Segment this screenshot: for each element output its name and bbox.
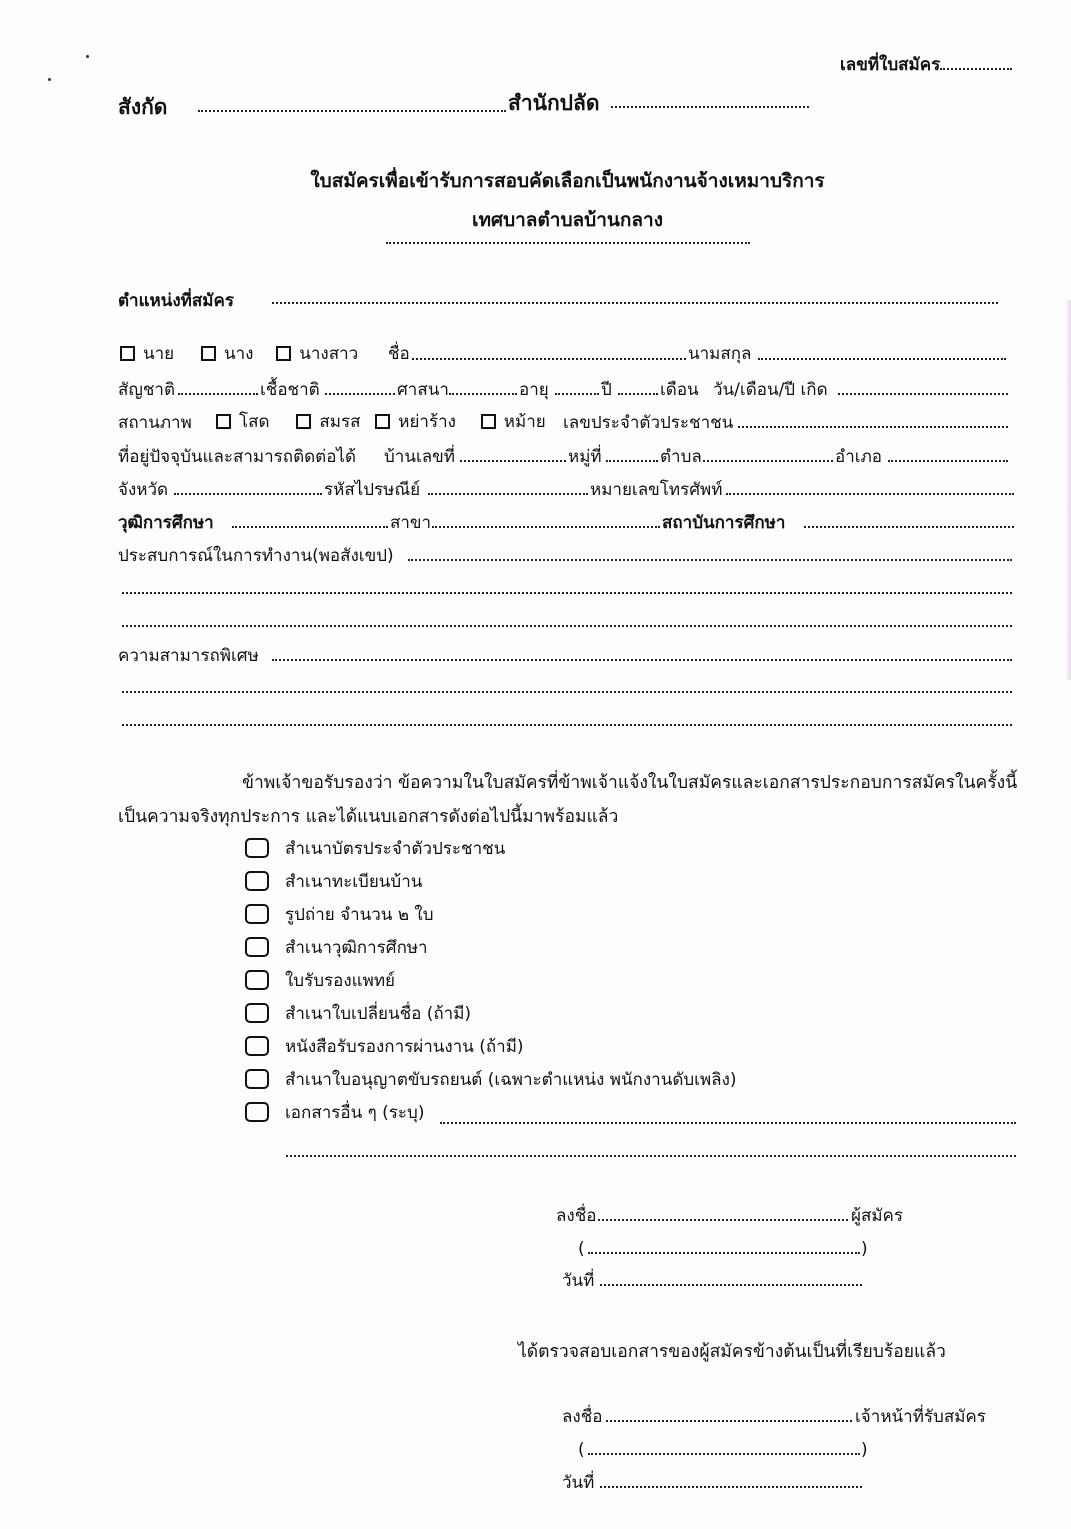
applicant-role: ผู้สมัคร [851, 1206, 904, 1226]
agency-field[interactable] [198, 110, 506, 112]
race-label: สัญชาติ [118, 380, 175, 400]
moo-field[interactable] [606, 460, 658, 462]
officer-name-open: ( [578, 1440, 585, 1460]
ability-line[interactable] [122, 691, 1012, 693]
first-name-field[interactable] [412, 358, 686, 360]
document-item [245, 1003, 471, 1025]
ability-label: ความสามารถพิเศษ [118, 646, 259, 666]
document-label: รูปถ่าย จำนวน ๒ ใบ [285, 905, 434, 925]
tambon-label: ตำบล [660, 447, 702, 467]
document-checkbox[interactable] [245, 970, 269, 990]
scan-speck [86, 55, 89, 58]
applicant-name-open: ( [578, 1239, 585, 1259]
religion-label: ศาสนา [397, 380, 449, 400]
certify-line-1: ข้าพเจ้าขอรับรองว่า ข้อความในใบสมัครที่ข้าพเจ้าแจ้งในใบสมัครและเอกสารประกอบการสมัครในครั้งนี้ [242, 773, 1018, 793]
verify-text: ได้ตรวจสอบเอกสารของผู้สมัครข้างต้นเป็นที่เรียบร้อยแล้ว [518, 1342, 946, 1362]
province-field[interactable] [174, 493, 322, 495]
status-single-checkbox[interactable] [216, 414, 231, 429]
age-label: อายุ [519, 380, 549, 400]
experience-label: ประสบการณ์ในการทำงาน(พอสังเขป) [118, 546, 394, 566]
document-checkbox[interactable] [245, 1003, 269, 1023]
officer-date-field[interactable] [600, 1486, 862, 1488]
tambon-field[interactable] [703, 460, 833, 462]
prefix-miss-checkbox[interactable] [276, 346, 291, 361]
major-field[interactable] [432, 526, 660, 528]
postcode-field[interactable] [428, 493, 588, 495]
position-label: ตำแหน่งที่สมัคร [118, 291, 234, 311]
title-underline [386, 242, 750, 244]
age-field[interactable] [555, 393, 599, 395]
form-number [840, 54, 1012, 76]
postcode-label: รหัสไปรษณีย์ [324, 480, 421, 500]
race-field[interactable] [178, 393, 258, 395]
scan-speck [48, 78, 51, 81]
document-item [245, 838, 505, 860]
nationality-field[interactable] [325, 393, 395, 395]
document-label: หนังสือรับรองการผ่านงาน (ถ้ามี) [285, 1037, 524, 1057]
document-label: ใบรับรองแพทย์ [285, 971, 395, 991]
applicant-name-field[interactable] [588, 1252, 860, 1254]
applicant-date-label: วันที่ [562, 1271, 595, 1291]
document-item [245, 904, 434, 926]
applicant-sign-field[interactable] [598, 1219, 848, 1221]
document-label: เอกสารอื่น ๆ (ระบุ) [285, 1103, 425, 1123]
prefix-mrs-label: นาง [223, 344, 254, 364]
status-widowed-checkbox[interactable] [481, 414, 496, 429]
form-subtitle: เทศบาลตำบลบ้านกลาง [472, 209, 663, 231]
form-title: ใบสมัครเพื่อเข้ารับการสอบคัดเลือกเป็นพนักงานจ้างเหมาบริการ [310, 170, 825, 192]
document-checkbox[interactable] [245, 838, 269, 858]
prefix-mr-label: นาย [143, 344, 175, 364]
applicant-sign-label: ลงชื่อ [556, 1206, 597, 1226]
status-label: สถานภาพ [118, 413, 192, 433]
prefix-mr-checkbox[interactable] [120, 346, 135, 361]
status-divorced-label: หย่าร้าง [398, 412, 456, 432]
province-label: จังหวัด [118, 480, 169, 500]
other-documents-line[interactable] [286, 1155, 1016, 1157]
document-item [245, 1069, 737, 1091]
prefix-mrs-checkbox[interactable] [201, 346, 216, 361]
name-row [120, 343, 358, 365]
id-field[interactable] [738, 426, 1008, 428]
year-field[interactable] [618, 393, 658, 395]
other-documents-field[interactable] [440, 1122, 1016, 1124]
address-label: ที่อยู่ปัจจุบันและสามารถติดต่อได้ [118, 447, 357, 467]
document-label: สำเนาใบเปลี่ยนชื่อ (ถ้ามี) [285, 1004, 472, 1024]
dob-label: วัน/เดือน/ปี เกิด [713, 380, 828, 400]
nationality-label: เชื้อชาติ [260, 380, 320, 400]
document-checkbox[interactable] [245, 871, 269, 891]
status-single-label: โสด [239, 412, 270, 432]
experience-field[interactable] [408, 559, 1012, 561]
house-no-field[interactable] [460, 460, 566, 462]
house-no-label: บ้านเลขที่ [384, 447, 456, 467]
status-married-label: สมรส [319, 412, 361, 432]
surname-field[interactable] [758, 358, 1006, 360]
ability-field[interactable] [272, 659, 1012, 661]
phone-field[interactable] [726, 493, 1014, 495]
major-label: สาขา [390, 513, 432, 533]
id-label: เลขประจำตัวประชาชน [563, 413, 734, 433]
ability-line[interactable] [122, 724, 1012, 726]
year-label: ปี [601, 380, 612, 400]
status-married-checkbox[interactable] [296, 414, 311, 429]
document-item [245, 937, 428, 959]
prefix-miss-label: นางสาว [299, 344, 359, 364]
amphoe-field[interactable] [888, 460, 1008, 462]
document-label: สำเนาบัตรประจำตัวประชาชน [285, 839, 506, 859]
dob-field[interactable] [838, 393, 1008, 395]
amphoe-label: อำเภอ [835, 447, 882, 467]
scan-edge [1065, 300, 1071, 680]
document-checkbox[interactable] [245, 1102, 269, 1122]
phone-label: หมายเลขโทรศัพท์ [590, 480, 723, 500]
form-number-label: เลขที่ใบสมัคร [840, 55, 941, 75]
education-label: วุฒิการศึกษา [118, 513, 214, 533]
document-item [245, 970, 395, 992]
certify-line-2: เป็นความจริงทุกประการ และได้แนบเอกสารดังต่อไปนี้มาพร้อมแล้ว [118, 807, 619, 827]
officer-sign-label: ลงชื่อ [562, 1407, 603, 1427]
officer-name-field[interactable] [588, 1453, 860, 1455]
surname-label: นามสกุล [688, 344, 752, 364]
form-number-field[interactable] [940, 54, 1012, 70]
document-checkbox[interactable] [245, 1036, 269, 1056]
document-checkbox[interactable] [245, 937, 269, 957]
officer-role: เจ้าหน้าที่รับสมัคร [855, 1407, 986, 1427]
officer-name-close: ) [861, 1440, 868, 1460]
religion-field[interactable] [449, 393, 517, 395]
status-options [216, 411, 546, 433]
document-label: สำเนาวุฒิการศึกษา [285, 938, 428, 958]
month-label: เดือน [660, 380, 699, 400]
experience-line[interactable] [122, 592, 1012, 594]
document-label: สำเนาทะเบียนบ้าน [285, 872, 423, 892]
officer-sign-field[interactable] [606, 1420, 852, 1422]
applicant-name-close: ) [861, 1239, 868, 1259]
office-label: สำนักปลัด [508, 91, 600, 115]
document-item [245, 871, 422, 893]
office-field[interactable] [611, 106, 809, 108]
first-name-label: ชื่อ [388, 344, 410, 364]
applicant-date-field[interactable] [600, 1284, 862, 1286]
position-field[interactable] [272, 302, 998, 304]
document-item [245, 1036, 524, 1058]
moo-label: หมู่ที่ [568, 447, 602, 467]
status-widowed-label: หม้าย [503, 412, 546, 432]
institution-field[interactable] [804, 526, 1014, 528]
document-checkbox[interactable] [245, 1069, 269, 1089]
education-field[interactable] [232, 526, 388, 528]
agency-label: สังกัด [118, 95, 168, 119]
officer-date-label: วันที่ [562, 1473, 595, 1493]
document-checkbox[interactable] [245, 904, 269, 924]
agency-row [118, 96, 167, 118]
document-item [245, 1102, 424, 1124]
institution-label: สถาบันการศึกษา [662, 513, 786, 533]
status-divorced-checkbox[interactable] [375, 414, 390, 429]
experience-line[interactable] [122, 625, 1012, 627]
document-label: สำเนาใบอนุญาตขับรถยนต์ (เฉพาะตำแหน่ง พนักงานดับเพลิง) [285, 1070, 737, 1090]
